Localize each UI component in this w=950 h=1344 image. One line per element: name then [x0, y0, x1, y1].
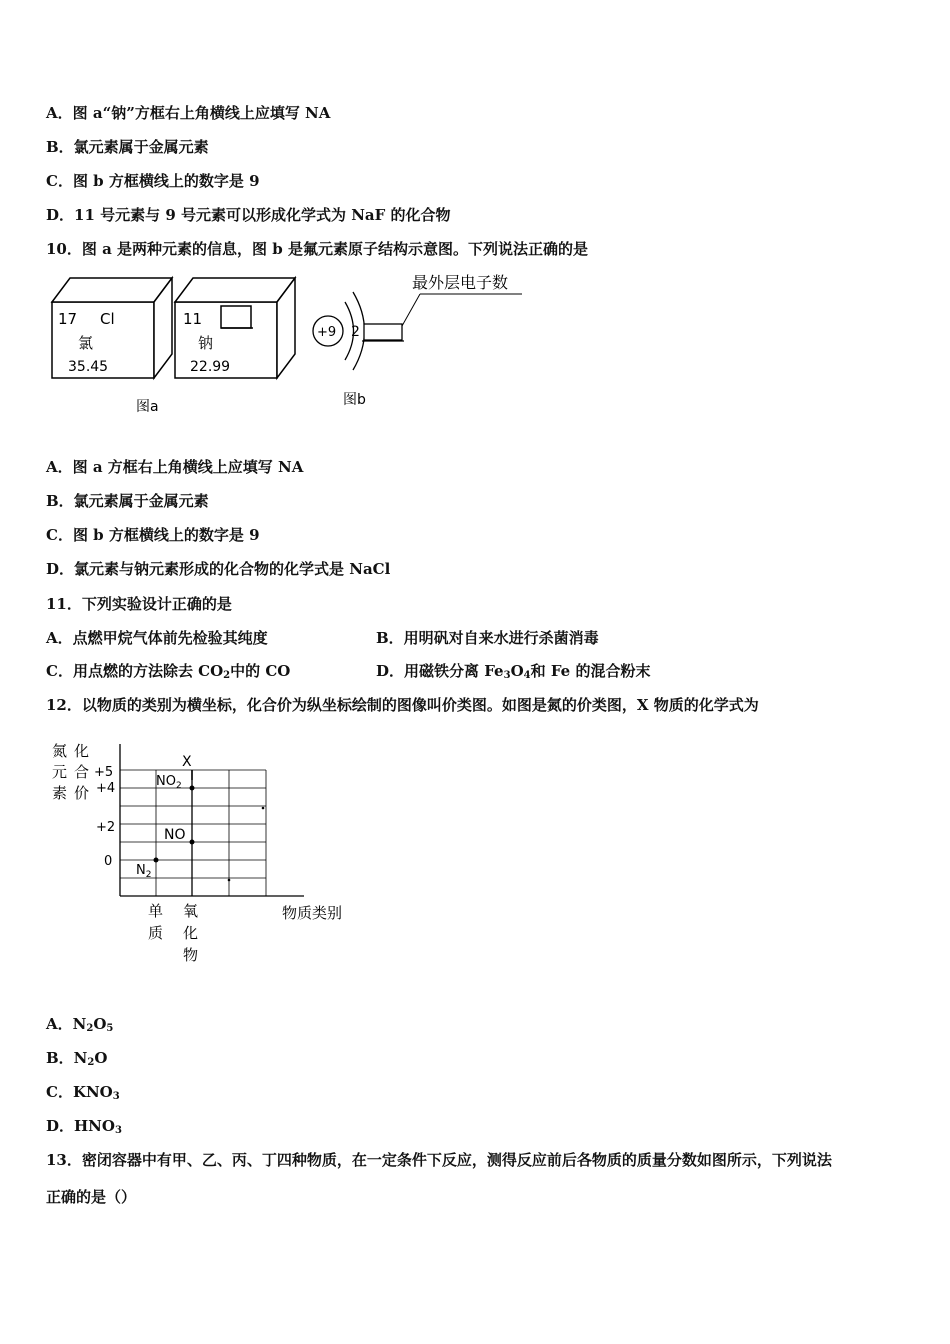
xcat-oxide-3: 物	[183, 946, 199, 964]
na-mass: 22.99	[190, 359, 231, 375]
ytick-plus2: +2	[96, 820, 116, 835]
chlorine-element-box	[52, 278, 172, 378]
point-no2	[190, 786, 195, 791]
xcat-elemental-1: 单	[148, 902, 164, 920]
label-no: NO	[164, 827, 186, 843]
label-x: X	[182, 754, 192, 770]
q10-stem: 10．图 a 是两种元素的信息，图 b 是氟元素原子结构示意图。下列说法正确的是	[46, 240, 588, 258]
q10-option-b: B．氯元素属于金属元素	[46, 492, 209, 510]
ytick-plus4: +4	[96, 781, 116, 796]
q11-option-a: A．点燃甲烷气体前先检验其纯度	[46, 629, 268, 647]
ylabel-right-2: 合	[74, 763, 90, 781]
point-no	[190, 840, 195, 845]
xlabel: 物质类别	[282, 904, 343, 922]
point-n2	[154, 858, 159, 863]
ytick-plus5: +5	[94, 765, 114, 780]
cl-mass: 35.45	[68, 359, 109, 375]
q9-option-c: C．图 b 方框横线上的数字是 9	[46, 172, 260, 190]
q9-option-a: A．图 a“钠”方框右上角横线上应填写 NA	[46, 104, 331, 122]
q12-option-b: B．$N_2O$	[46, 1049, 108, 1068]
figure-a-caption: 图a	[136, 399, 159, 415]
ylabel-right-3: 价	[74, 784, 90, 802]
q13-stem-line1: 13．密闭容器中有甲、乙、丙、丁四种物质，在一定条件下反应，测得反应前后各物质的质量分数如图所示，下列说法	[46, 1151, 832, 1169]
q11-stem: 11．下列实验设计正确的是	[46, 595, 232, 613]
q11-option-c: C．用点燃的方法除去 $CO_2$中的 CO	[46, 662, 291, 681]
q13-stem-line2: 正确的是（）	[46, 1188, 137, 1206]
outer-shell-blank	[364, 324, 402, 340]
q12-option-d: D．$HNO_3$	[46, 1117, 122, 1136]
ytick-zero: 0	[104, 854, 113, 869]
valence-class-chart	[44, 732, 374, 977]
q12-stem: 12．以物质的类别为横坐标，化合价为纵坐标绘制的图像叫价类图。如图是氮的价类图，X 物质的化学式为	[46, 696, 759, 714]
xcat-elemental-2: 质	[148, 924, 164, 942]
label-n2: $N_2$	[136, 863, 152, 880]
fluorine-atom-diagram	[313, 273, 522, 370]
q10-option-d: D．氯元素与钠元素形成的化合物的化学式是 NaCl	[46, 560, 391, 578]
xcat-oxide-2: 化	[183, 924, 199, 942]
q10-figure	[40, 264, 540, 424]
ylabel-left-3: 素	[52, 784, 68, 802]
outer-electrons-callout: 最外层电子数	[412, 273, 509, 292]
q12-option-a: A．$N_2O_5$	[46, 1015, 114, 1034]
q11-option-b: B．用明矾对自来水进行杀菌消毒	[376, 629, 599, 647]
cl-name: 氯	[78, 334, 94, 352]
na-atomic-number: 11	[183, 310, 203, 328]
sodium-element-box	[175, 278, 295, 378]
xcat-oxide-1: 氧	[183, 902, 199, 920]
na-name: 钠	[198, 334, 214, 352]
ylabel-left-2: 元	[52, 763, 68, 781]
q9-option-b: B．氯元素属于金属元素	[46, 138, 209, 156]
nucleus-charge: +9	[317, 325, 337, 340]
cl-symbol: Cl	[100, 310, 115, 328]
q10-option-a: A．图 a 方框右上角横线上应填写 NA	[46, 458, 304, 476]
q10-option-c: C．图 b 方框横线上的数字是 9	[46, 526, 260, 544]
q12-option-c: C．$KNO_3$	[46, 1083, 120, 1102]
cl-atomic-number: 17	[58, 310, 78, 328]
label-no2: $NO_2$	[156, 774, 182, 791]
q11-option-d: D．用磁铁分离 $Fe_3O_4$和 Fe 的混合粉末	[376, 662, 651, 681]
ylabel-left-1: 氮	[52, 742, 68, 760]
q9-option-d: D．11 号元素与 9 号元素可以形成化学式为 NaF 的化合物	[46, 206, 451, 224]
inner-shell-electrons: 2	[351, 324, 360, 340]
ylabel-right-1: 化	[74, 742, 90, 760]
figure-b-caption: 图b	[343, 392, 366, 408]
